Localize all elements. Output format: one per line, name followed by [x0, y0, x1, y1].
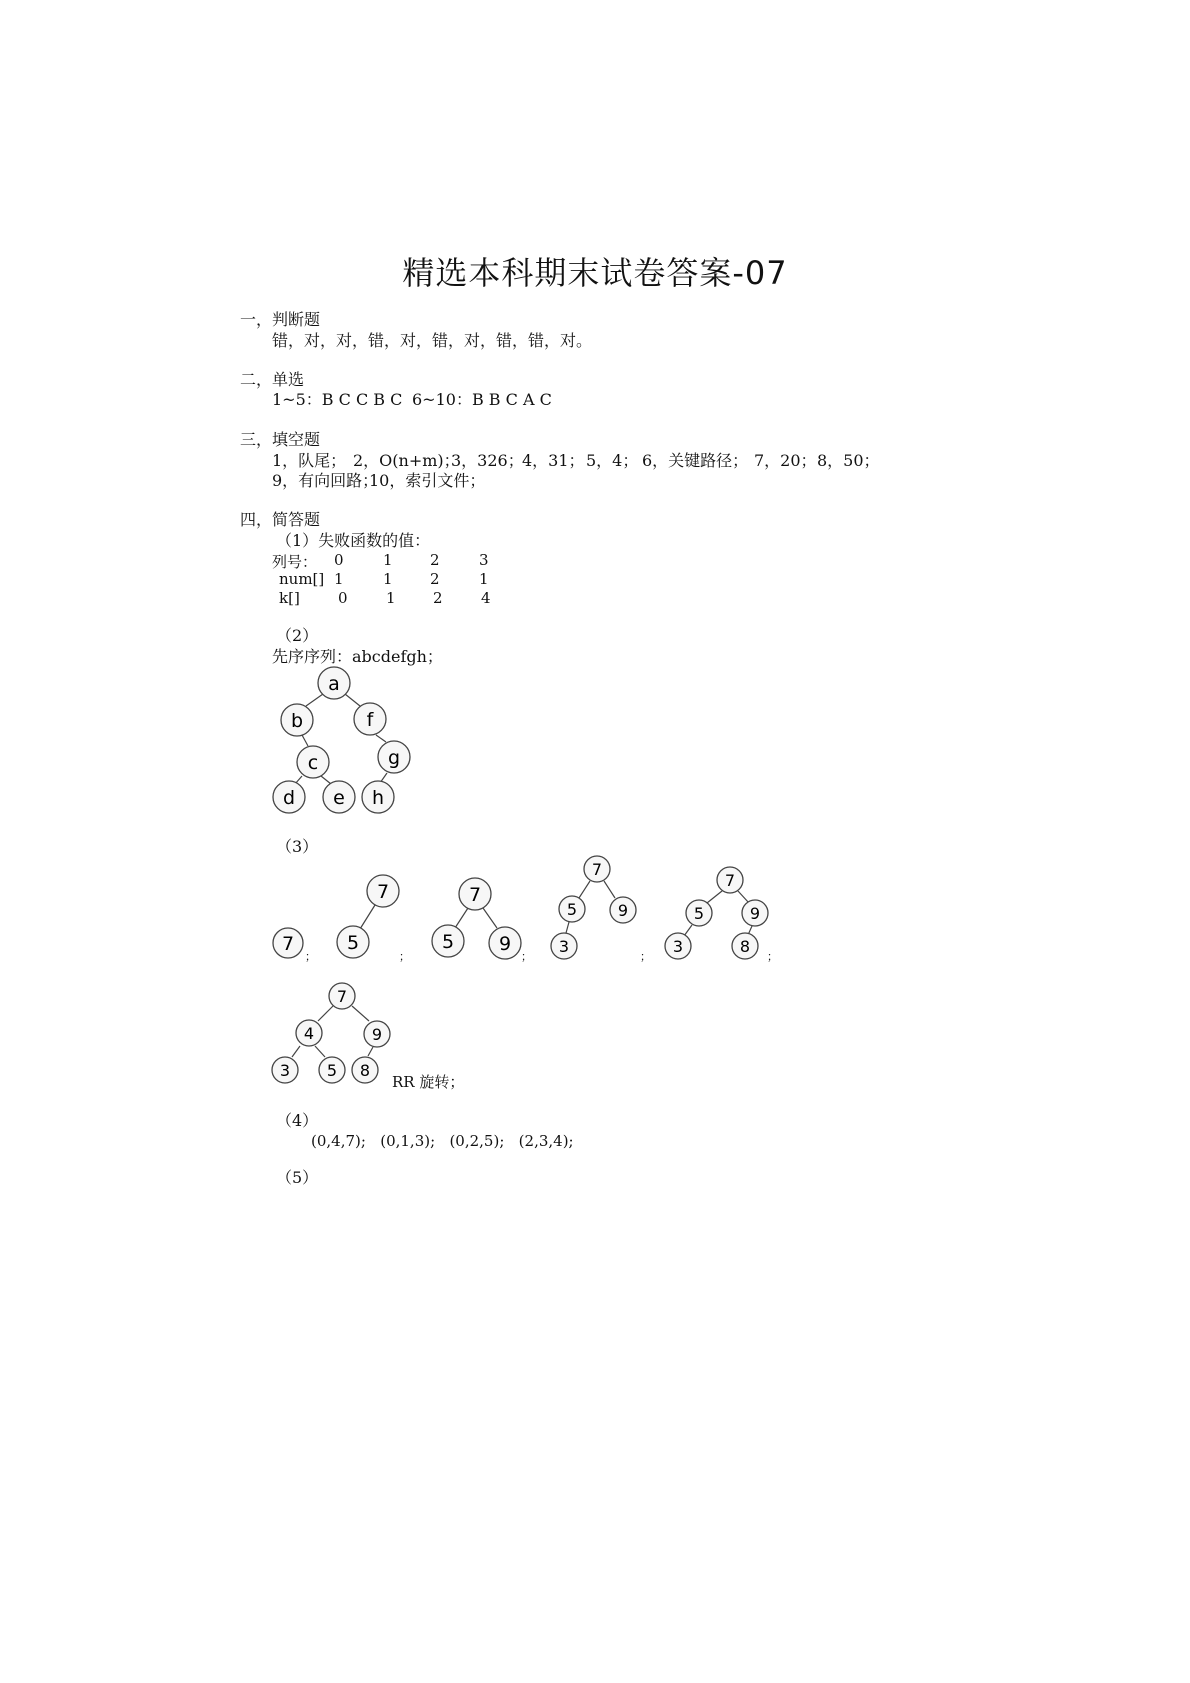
tree-node	[273, 781, 305, 813]
avl-step-1	[273, 928, 303, 958]
avl-step-5	[665, 867, 768, 959]
tree-node	[352, 1057, 378, 1083]
tree-node	[742, 900, 768, 926]
binary-tree-q2	[273, 667, 410, 813]
section-judge-heading: 一，判断题	[240, 310, 321, 329]
tree-node	[432, 925, 464, 957]
svg-text:5: 5	[441, 931, 455, 953]
fill-item: 1，队尾；	[272, 451, 347, 470]
svg-text:h: h	[371, 787, 385, 809]
svg-text:3: 3	[279, 1061, 291, 1080]
tree-node	[551, 933, 577, 959]
table-cell: 1	[479, 570, 489, 588]
tree-node	[297, 746, 329, 778]
table-cell: 1	[383, 570, 393, 588]
tree-node	[732, 933, 758, 959]
svg-text:d: d	[282, 787, 296, 809]
tree-node	[337, 926, 369, 958]
row-head-column-index: 列号：	[272, 553, 318, 571]
fill-item: 6，关键路径；	[642, 451, 749, 470]
svg-text:9: 9	[498, 933, 512, 955]
q2-preorder: 先序序列：abcdefgh；	[272, 647, 443, 666]
svg-text:g: g	[387, 747, 401, 769]
tree-node	[459, 878, 491, 910]
svg-text:a: a	[328, 673, 340, 695]
svg-text:9: 9	[617, 901, 629, 920]
svg-text:7: 7	[336, 987, 348, 1006]
table-cell: 1	[383, 551, 393, 569]
svg-text:5: 5	[566, 900, 578, 919]
svg-text:7: 7	[591, 860, 603, 879]
rr-rotation-note: RR 旋转；	[392, 1073, 465, 1091]
svg-text:8: 8	[359, 1061, 371, 1080]
tree-node	[367, 875, 399, 907]
svg-text:3: 3	[672, 937, 684, 956]
tree-node	[364, 1021, 390, 1047]
section-fill-heading: 三，填空题	[240, 430, 321, 449]
q2-label: （2）	[276, 626, 319, 645]
table-cell: 2	[433, 589, 443, 607]
table-cell: 3	[479, 551, 489, 569]
q3-label: （3）	[276, 837, 319, 856]
tree-node	[318, 667, 350, 699]
q5-label: （5）	[276, 1168, 319, 1187]
svg-text:9: 9	[749, 904, 761, 923]
tree-node	[559, 896, 585, 922]
tree-node	[281, 704, 313, 736]
row-head-k: k[]	[279, 589, 300, 607]
avl-step-4	[551, 856, 636, 959]
tree-node	[584, 856, 610, 882]
tree-node	[362, 781, 394, 813]
fill-item: 4，31；	[522, 451, 585, 470]
table-cell: 0	[338, 589, 348, 607]
tree-node	[323, 781, 355, 813]
table-cell: 4	[481, 589, 491, 607]
step-separator: ；	[767, 950, 778, 963]
single-answers-6-10: 6~10：B B C A C	[412, 390, 552, 409]
row-head-num: num[]	[279, 570, 325, 588]
tree-node	[686, 900, 712, 926]
tree-node	[489, 927, 521, 959]
step-separator: ；	[399, 950, 410, 963]
tree-node	[319, 1057, 345, 1083]
tree-node	[717, 867, 743, 893]
svg-text:8: 8	[739, 937, 751, 956]
table-cell: 2	[430, 570, 440, 588]
q4-label: （4）	[276, 1111, 319, 1130]
tree-node	[273, 928, 303, 958]
q4-answer: (0,4,7); (0,1,3); (0,2,5); (2,3,4);	[311, 1132, 574, 1150]
fill-item: 8，50；	[817, 451, 880, 470]
single-answers-1-5: 1~5：B C C B C	[272, 390, 403, 409]
fill-item: 5，4；	[586, 451, 639, 470]
fill-item: 3，326；	[451, 451, 524, 470]
step-separator: ；	[521, 950, 532, 963]
table-cell: 2	[430, 551, 440, 569]
judge-answers: 错，对，对，错，对，错，对，错，错，对。	[272, 331, 593, 350]
avl-step-2	[337, 875, 399, 958]
svg-text:f: f	[366, 709, 374, 731]
q1-label: （1）失败函数的值：	[276, 531, 431, 550]
fill-item: 10，索引文件；	[369, 471, 486, 490]
page-title: 精选本科期末试卷答案-07	[402, 254, 788, 292]
svg-text:7: 7	[281, 933, 295, 955]
avl-step-6	[272, 983, 390, 1083]
step-separator: ；	[305, 950, 316, 963]
tree-node	[329, 983, 355, 1009]
svg-text:b: b	[290, 710, 304, 732]
fill-item: 2，O(n+m)；	[353, 451, 460, 470]
svg-text:c: c	[307, 752, 319, 774]
svg-text:7: 7	[376, 881, 390, 903]
svg-text:5: 5	[326, 1061, 338, 1080]
avl-step-3	[432, 878, 521, 959]
step-separator: ；	[640, 950, 651, 963]
table-cell: 1	[386, 589, 396, 607]
table-cell: 1	[334, 570, 344, 588]
svg-text:3: 3	[558, 937, 570, 956]
tree-node	[296, 1020, 322, 1046]
section-short-heading: 四，简答题	[240, 510, 321, 529]
fill-item: 7，20；	[754, 451, 817, 470]
svg-text:4: 4	[303, 1024, 315, 1043]
tree-node	[378, 741, 410, 773]
svg-text:5: 5	[693, 904, 705, 923]
table-cell: 0	[334, 551, 344, 569]
svg-text:7: 7	[724, 871, 736, 890]
section-single-heading: 二，单选	[240, 370, 305, 389]
tree-node	[610, 897, 636, 923]
tree-node	[354, 703, 386, 735]
svg-text:5: 5	[346, 932, 360, 954]
tree-node	[272, 1057, 298, 1083]
svg-text:e: e	[333, 787, 345, 809]
fill-item: 9，有向回路；	[272, 471, 379, 490]
tree-node	[665, 933, 691, 959]
svg-text:7: 7	[468, 884, 482, 906]
svg-text:9: 9	[371, 1025, 383, 1044]
